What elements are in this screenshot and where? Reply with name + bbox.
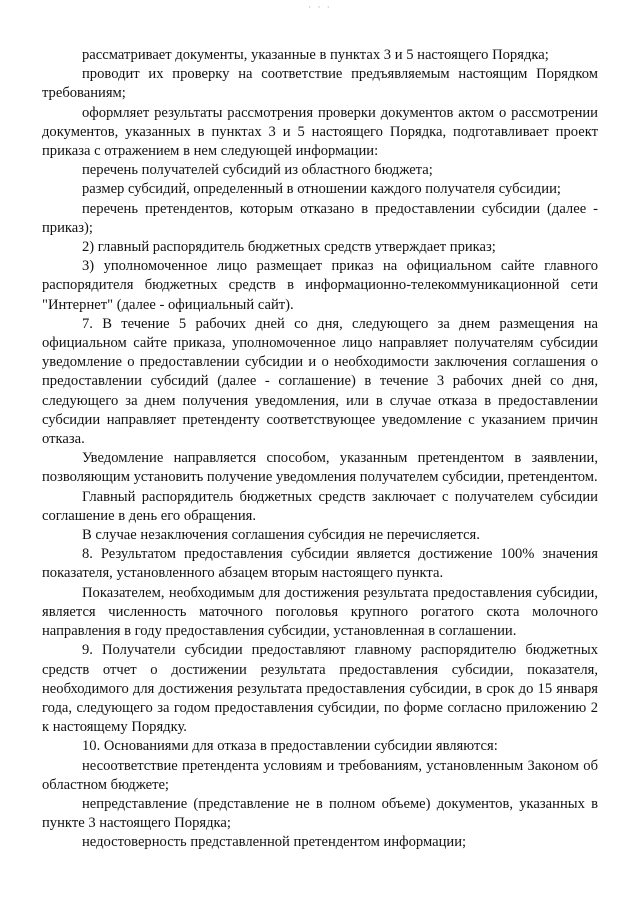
paragraph: 10. Основаниями для отказа в предоставлении субсидии являются: xyxy=(82,738,498,755)
paragraph: Уведомление направляется способом, указанным претендентом в заявлении, позволяющим установить получение уведомления получателем субсидии, претендентом. xyxy=(42,450,598,486)
paragraph: рассматривает документы, указанные в пунктах 3 и 5 настоящего Порядка; xyxy=(82,47,549,63)
paragraph: 9. Получатели субсидии предоставляют главному распорядителю бюджетных средств отчет о достижении результата предоставления субсидии, показателя, необходимого для достижения результата предоставления субсидии, в срок до 15 января года, следующего за годом предоставления субсидии, по форме согласно приложению 2 к настоящему Порядку. xyxy=(42,642,598,736)
paragraph: 7. В течение 5 рабочих дней со дня, следующего за днем размещения на официальном сайте приказа, уполномоченное лицо направляет получателям субсидии уведомление о предоставлении субсидии и о необходимости заключения соглашения о предоставлении субсидий (далее - соглашение) в течение 3 рабочих дней со дня, следующего за днем получения уведомления, или в случае отказа в предоставлении субсидии направляет претенденту соответствующее уведомление с указанием причин отказа. xyxy=(42,315,598,448)
top-scan-mark: · · · xyxy=(308,2,332,12)
paragraph: 3) уполномоченное лицо размещает приказ на официальном сайте главного распорядителя бюджетных средств в информационно-телекоммуникационной сети "Интернет" (далее - официальный сайт). xyxy=(42,258,598,313)
paragraph: оформляет результаты рассмотрения проверки документов актом о рассмотрении документов, указанных в пунктах 3 и 5 настоящего Порядка, подготавливает проект приказа с отражением в нем следующей информации: xyxy=(42,104,598,160)
paragraph: Показателем, необходимым для достижения результата предоставления субсидии, является численность маточного поголовья крупного рогатого скота молочного направления в году предоставления субсидии, установленная в соглашении. xyxy=(42,584,598,640)
paragraph: 2) главный распорядитель бюджетных средств утверждает приказ; xyxy=(82,239,496,256)
paragraph: несоответствие претендента условиям и требованиям, установленным Законом об областном бюджете; xyxy=(42,757,598,793)
paragraph: непредставление (представление не в полном объеме) документов, указанных в пункте 3 настоящего Порядка; xyxy=(42,795,598,832)
paragraph: В случае незаключения соглашения субсидия не перечисляется. xyxy=(82,527,480,544)
document-body xyxy=(42,46,598,853)
paragraph: недостоверность представленной претендентом информации; xyxy=(82,834,467,851)
paragraph: перечень претендентов, которым отказано в предоставлении субсидии (далее - приказ); xyxy=(42,200,598,236)
paragraph: Главный распорядитель бюджетных средств заключает с получателем субсидии соглашение в день его обращения. xyxy=(42,488,598,524)
paragraph: проводит их проверку на соответствие предъявляемым настоящим Порядком требованиям; xyxy=(42,66,598,102)
paragraph: перечень получателей субсидий из областного бюджета; xyxy=(82,162,433,179)
paragraph: размер субсидий, определенный в отношении каждого получателя субсидии; xyxy=(82,181,561,198)
paragraph: 8. Результатом предоставления субсидии является достижение 100% значения показателя, установленного абзацем вторым настоящего пункта. xyxy=(42,546,598,582)
